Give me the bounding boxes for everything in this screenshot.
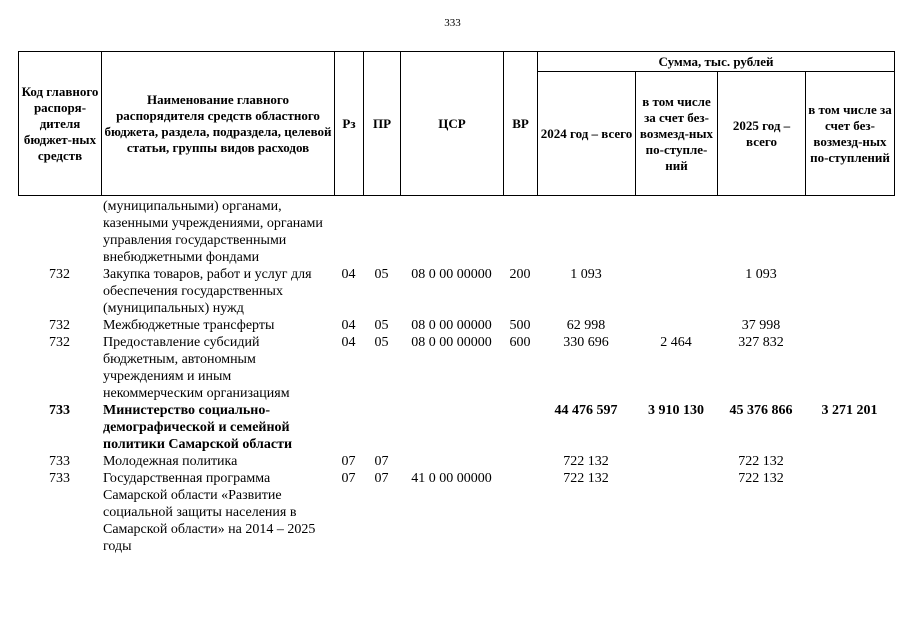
row-code: 732 (49, 318, 70, 333)
row-pr: 07 (374, 471, 389, 486)
table-row (18, 334, 894, 402)
row-pr: 05 (374, 267, 389, 282)
row-csr (400, 453, 503, 470)
row-csr: 08 0 00 00000 (411, 318, 492, 333)
row-2024-grants (635, 470, 717, 555)
row-2024-grants (635, 317, 717, 334)
table-row (18, 266, 894, 317)
row-code (18, 198, 101, 266)
row-name: Государственная программа Самарской области «Развитие социальной защиты населения в Самарской области» на 2014 – 2025 годы (103, 471, 316, 554)
header-rz: Рз (335, 52, 364, 196)
row-csr (400, 198, 503, 266)
table-row (18, 470, 894, 555)
row-2025-total: 45 376 866 (729, 403, 793, 418)
header-pr: ПР (364, 52, 401, 196)
row-name: (муниципальными) органами, казенными учреждениями, органами управления государственными внебюджетными фондами (103, 199, 323, 265)
row-2025-total: 722 132 (738, 471, 784, 486)
row-rz: 07 (341, 454, 356, 469)
row-2025-grants: 3 271 201 (821, 403, 878, 418)
row-2024-grants (635, 453, 717, 470)
row-2024-grants: 3 910 130 (648, 403, 704, 418)
row-2024-grants: 2 464 (660, 335, 692, 350)
table-row (18, 317, 894, 334)
row-2024-total (537, 198, 635, 266)
table-body (18, 198, 894, 555)
row-csr: 08 0 00 00000 (411, 335, 492, 350)
row-code: 732 (49, 267, 70, 282)
row-2025-grants (805, 317, 894, 334)
row-name: Предоставление субсидий бюджетным, автономным учреждениям и иным некоммерческим организациям (103, 335, 290, 401)
header-code: Код главного распоря-дителя бюджет-ных средств (19, 52, 102, 196)
row-2024-total: 44 476 597 (554, 403, 618, 418)
header-2024-total: 2024 год – всего (538, 72, 636, 196)
header-csr: ЦСР (401, 52, 504, 196)
row-rz: 04 (341, 335, 356, 350)
row-2025-total: 37 998 (741, 318, 781, 333)
row-rz: 04 (341, 267, 356, 282)
row-2024-total: 62 998 (566, 318, 606, 333)
header-2025-grants: в том числе за счет без-возмезд-ных по-ступлений (806, 72, 895, 196)
row-name: Министерство социально-демографической и семейной политики Самарской области (103, 403, 293, 452)
row-2025-total: 722 132 (738, 454, 784, 469)
header-2024-grants: в том числе за счет без-возмезд-ных по-ступле-ний (636, 72, 718, 196)
row-vr: 600 (509, 335, 531, 350)
row-2024-total: 722 132 (563, 471, 609, 486)
row-2025-total (717, 198, 805, 266)
row-rz: 04 (341, 318, 356, 333)
row-rz (334, 198, 363, 266)
table-row (18, 198, 894, 266)
row-rz: 07 (341, 471, 356, 486)
row-name: Межбюджетные трансферты (103, 318, 275, 333)
row-2025-total: 1 093 (745, 267, 777, 282)
row-code: 732 (49, 335, 70, 350)
row-csr: 41 0 00 00000 (411, 471, 492, 486)
row-csr: 08 0 00 00000 (411, 267, 492, 282)
row-vr: 500 (509, 318, 531, 333)
header-sum-group: Сумма, тыс. рублей (538, 52, 895, 72)
row-code: 733 (49, 471, 70, 486)
row-2025-total: 327 832 (738, 335, 784, 350)
page-number: 333 (444, 17, 461, 29)
row-vr (503, 453, 537, 470)
row-2025-grants (805, 266, 894, 317)
row-vr (503, 402, 537, 453)
row-2025-grants (805, 334, 894, 402)
row-2024-total: 722 132 (563, 454, 609, 469)
row-pr: 05 (374, 318, 389, 333)
table-row (18, 453, 894, 470)
row-pr (363, 198, 400, 266)
row-name: Молодежная политика (103, 454, 238, 469)
row-rz (334, 402, 363, 453)
row-2025-grants (805, 453, 894, 470)
row-csr (400, 402, 503, 453)
row-vr: 200 (509, 267, 531, 282)
row-code: 733 (49, 454, 70, 469)
header-name: Наименование главного распорядителя средств областного бюджета, раздела, подраздела, целевой статьи, группы видов расходов (102, 52, 335, 196)
table-row (18, 402, 894, 453)
row-2024-total: 1 093 (570, 267, 602, 282)
row-code: 733 (49, 403, 70, 418)
row-2024-grants (635, 198, 717, 266)
row-pr (363, 402, 400, 453)
row-vr (503, 470, 537, 555)
row-2025-grants (805, 470, 894, 555)
header-2025-total: 2025 год – всего (718, 72, 806, 196)
row-2024-grants (635, 266, 717, 317)
row-pr: 05 (374, 335, 389, 350)
table-header (18, 51, 895, 196)
row-name: Закупка товаров, работ и услуг для обеспечения государственных (муниципальных) нужд (103, 267, 312, 316)
header-vr: ВР (504, 52, 538, 196)
row-vr (503, 198, 537, 266)
row-pr: 07 (374, 454, 389, 469)
row-2025-grants (805, 198, 894, 266)
row-2024-total: 330 696 (563, 335, 609, 350)
